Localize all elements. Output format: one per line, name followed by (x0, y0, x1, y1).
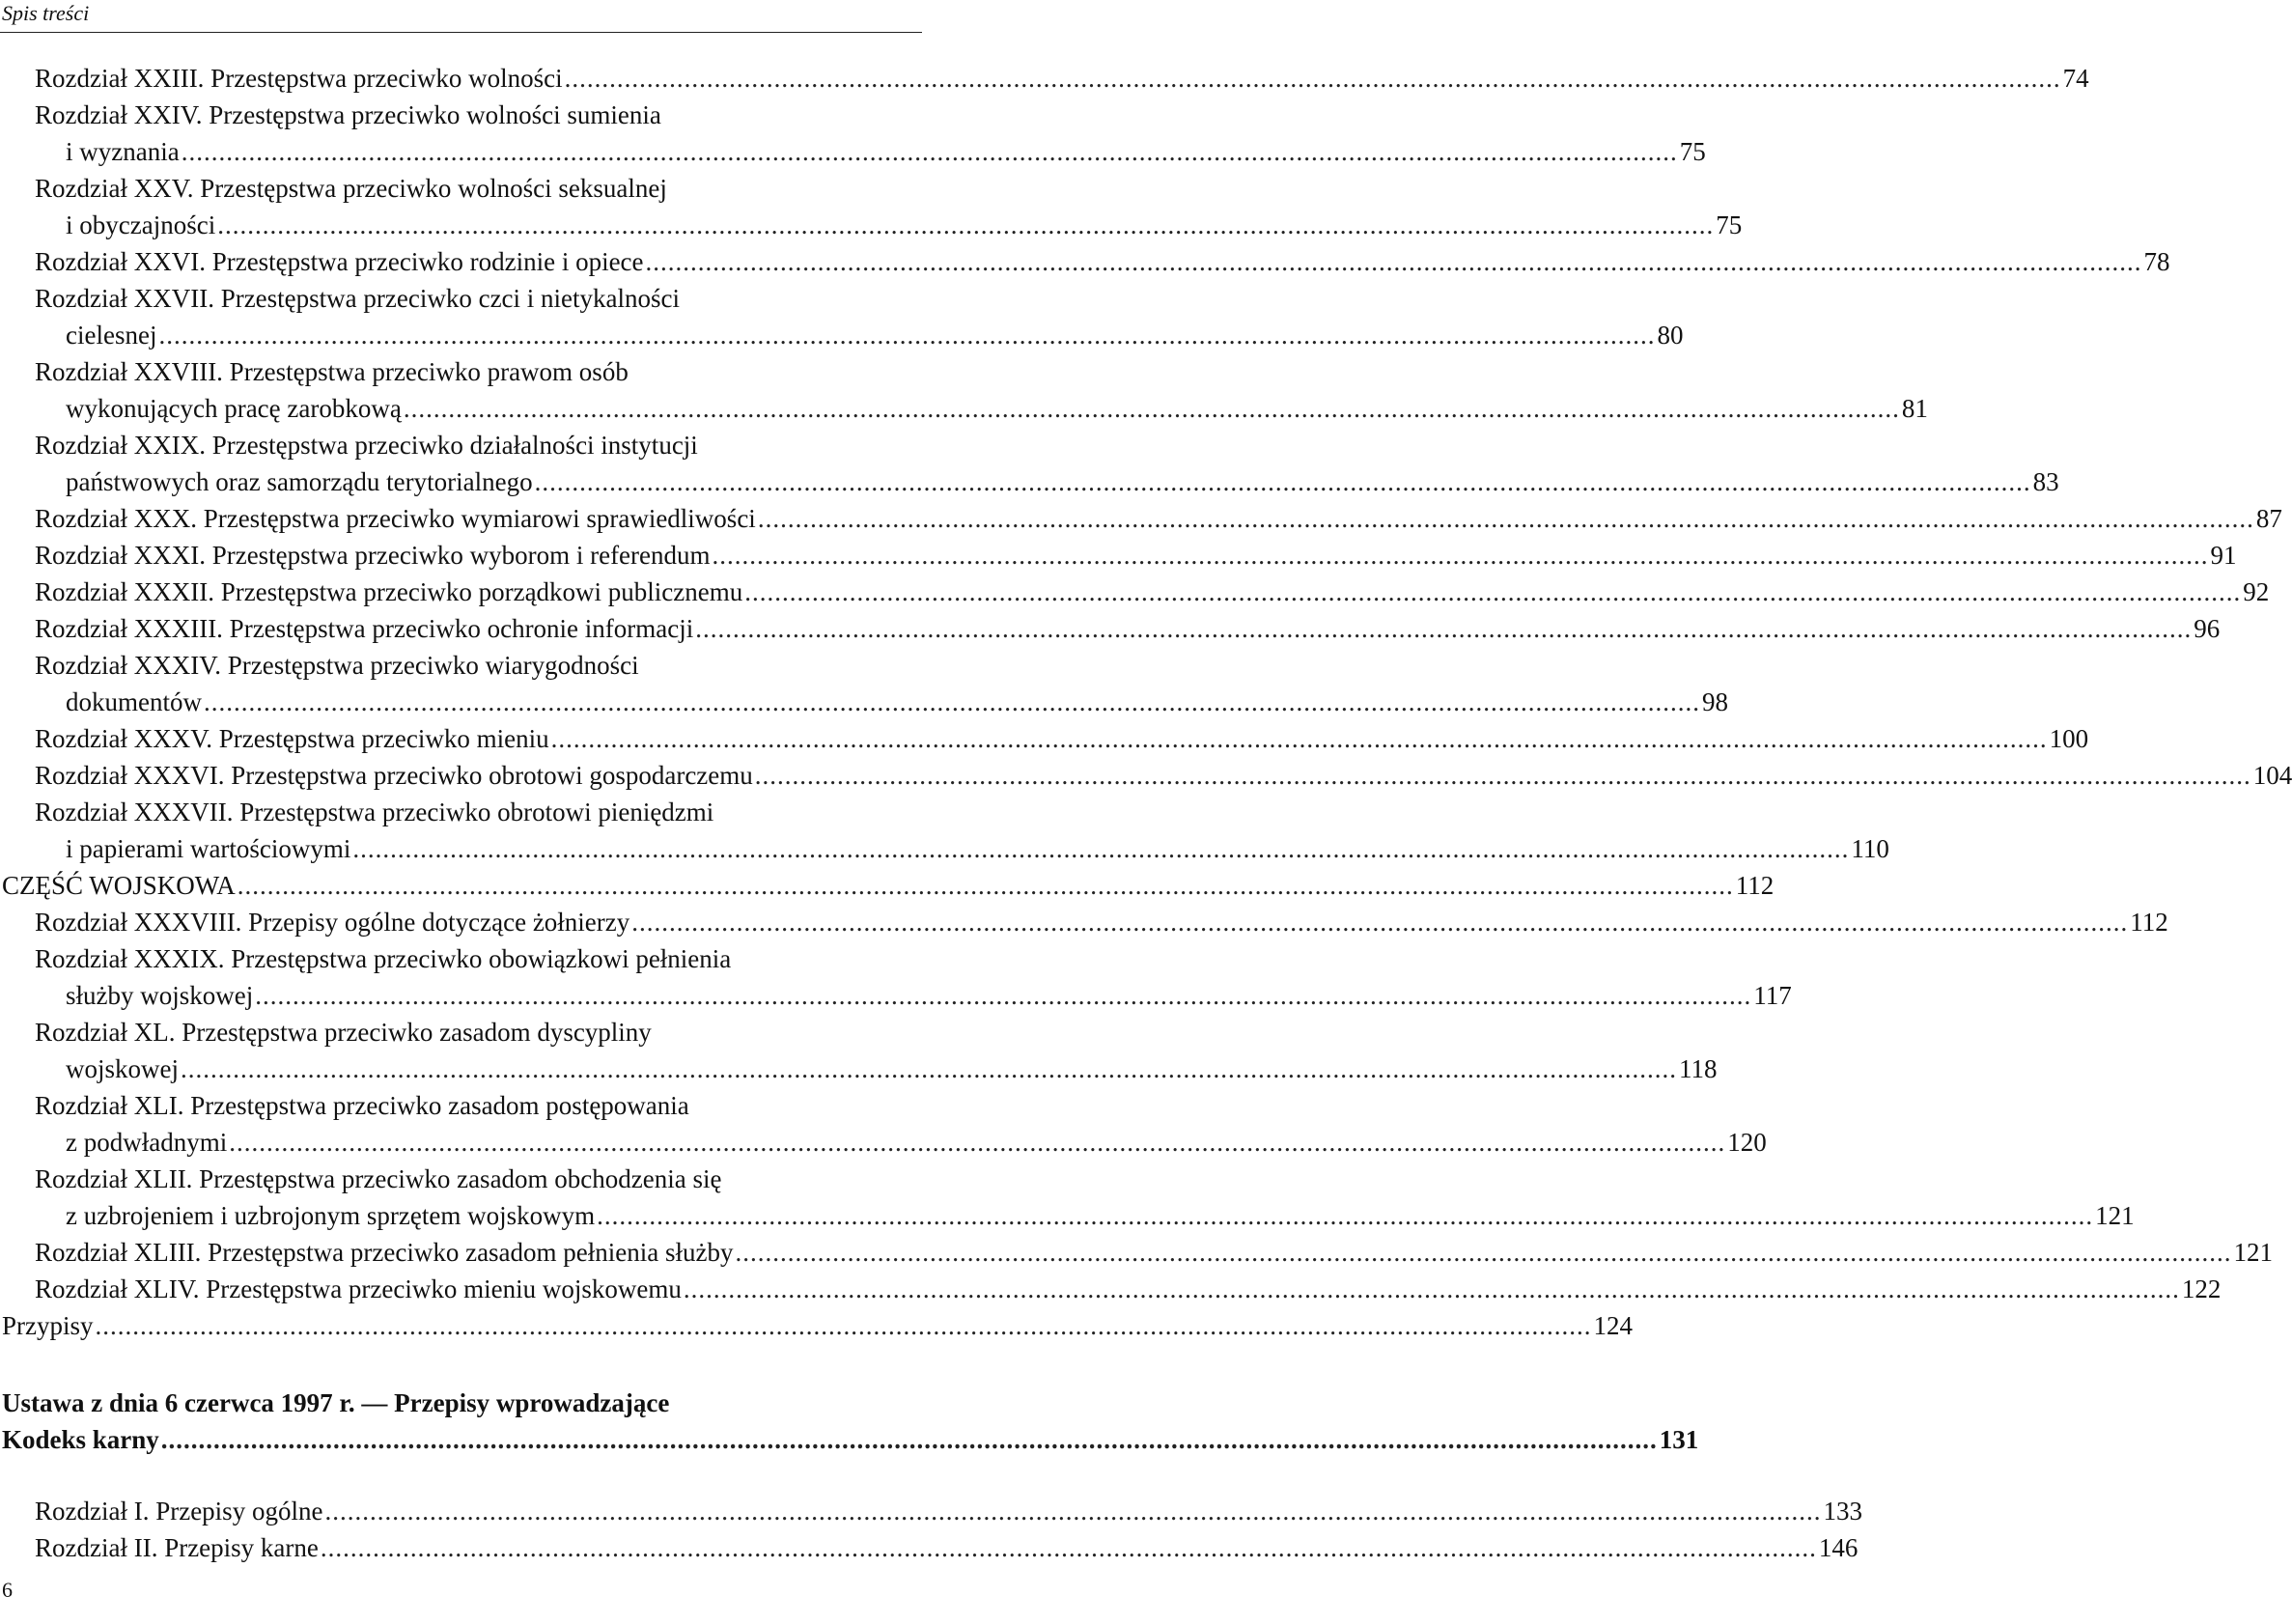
dot-leader: ........................................................................................................................................................................................................ (324, 1497, 1822, 1526)
toc-page-number: 83 (2032, 467, 2059, 496)
toc-entry-text: państwowych oraz samorządu terytorialnego (66, 467, 533, 496)
toc-entry[interactable] (0, 97, 1706, 170)
toc-page-number: 120 (1727, 1128, 1767, 1157)
toc-entry[interactable] (0, 904, 2168, 940)
toc-entry-text: Rozdział XXVII. Przestępstwa przeciwko czci i nietykalności (35, 284, 681, 313)
toc-entry[interactable] (0, 647, 1728, 720)
toc-entry[interactable] (0, 500, 2282, 537)
dot-leader: ........................................................................................................................................................................................................ (564, 64, 2061, 93)
dot-leader: ........................................................................................................................................................................................................ (597, 1201, 2094, 1230)
toc-page-number: 122 (2181, 1274, 2222, 1303)
toc-entry-text: Rozdział XLIII. Przestępstwa przeciwko zasadom pełnienia służby (35, 1238, 734, 1267)
toc-entry[interactable] (0, 757, 2292, 794)
toc-entry-text: Rozdział XXXV. Przestępstwa przeciwko mieniu (35, 724, 549, 753)
toc-page-number: 87 (2255, 504, 2282, 533)
running-head (0, 0, 922, 33)
dot-leader: ........................................................................................................................................................................................................ (158, 321, 1656, 350)
toc-page-number: 104 (2252, 761, 2292, 790)
toc-page-number: 117 (1753, 981, 1792, 1010)
toc-entry-text: wykonujących pracę zarobkową (66, 394, 402, 423)
dot-leader: ........................................................................................................................................................................................................ (229, 1128, 1726, 1157)
toc-entry[interactable] (0, 1087, 1767, 1161)
toc-page-number: 75 (1679, 137, 1706, 166)
toc-page-number: 80 (1657, 321, 1684, 350)
toc-entry-text: Rozdział XXV. Przestępstwa przeciwko wolności seksualnej (35, 174, 667, 203)
toc-entry[interactable] (0, 60, 2089, 97)
toc-entry-text: Rozdział XXXIX. Przestępstwa przeciwko obowiązkowi pełnienia (35, 944, 732, 973)
toc-entry[interactable] (0, 1234, 2273, 1271)
dot-leader: ........................................................................................................................................................................................................ (631, 908, 2129, 937)
toc-entry-text: Ustawa z dnia 6 czerwca 1997 r. — Przepisy wprowadzające (2, 1388, 670, 1417)
toc-entry-text: Kodeks karny (2, 1425, 159, 1454)
toc-entry-text: Rozdział XXXIV. Przestępstwa przeciwko wiarygodności (35, 651, 639, 680)
toc-entry[interactable] (0, 1529, 1859, 1566)
toc-entry-text: Rozdział XXVI. Przestępstwa przeciwko rodzinie i opiece (35, 247, 644, 276)
dot-leader: ........................................................................................................................................................................................................ (534, 467, 2031, 496)
toc-entry-text: i obyczajności (66, 210, 216, 239)
toc-page-number: 121 (2095, 1201, 2135, 1230)
toc-entry-text: cielesnej (66, 321, 157, 350)
toc-entry-text: Rozdział XLI. Przestępstwa przeciwko zasadom postępowania (35, 1091, 689, 1120)
toc-entry-text: Rozdział XXXIII. Przestępstwa przeciwko ochronie informacji (35, 614, 694, 643)
toc-entry[interactable] (0, 170, 1743, 243)
toc-page-number: 92 (2243, 577, 2270, 606)
toc-page-number: 112 (2130, 908, 2168, 937)
dot-leader: ........................................................................................................................................................................................................ (754, 761, 2251, 790)
toc-entry-text: Rozdział XL. Przestępstwa przeciwko zasadom dyscypliny (35, 1018, 652, 1047)
toc-entry-text: Rozdział XXXVIII. Przepisy ogólne dotyczące żołnierzy (35, 908, 630, 937)
running-head-title: Spis treści (2, 1, 90, 25)
toc-page-number: 146 (1818, 1533, 1859, 1562)
toc-page-number: 78 (2143, 247, 2170, 276)
toc-entry[interactable] (0, 537, 2237, 574)
toc-entry-text: Rozdział XXIX. Przestępstwa przeciwko działalności instytucji (35, 431, 698, 460)
toc-entry[interactable] (0, 794, 1889, 867)
dot-leader: ........................................................................................................................................................................................................ (181, 1054, 1677, 1083)
toc-page-number: 81 (1901, 394, 1928, 423)
toc-entry[interactable] (0, 1014, 1718, 1087)
toc-page-number: 121 (2233, 1238, 2273, 1267)
toc-gap (0, 1458, 927, 1493)
toc-entry[interactable] (0, 243, 2170, 280)
toc-entry[interactable] (0, 1271, 2222, 1307)
toc-entry-text: służby wojskowej (66, 981, 254, 1010)
toc-entry-text: z uzbrojeniem i uzbrojonym sprzętem wojskowym (66, 1201, 596, 1230)
table-of-contents (0, 60, 2292, 1566)
dot-leader: ........................................................................................................................................................................................................ (237, 871, 1734, 900)
toc-page-number: 118 (1679, 1054, 1718, 1083)
toc-entry-text: i papierami wartościowymi (66, 834, 351, 863)
toc-entry-text: Rozdział XXXII. Przestępstwa przeciwko porządkowi publicznemu (35, 577, 743, 606)
toc-page-number: 100 (2049, 724, 2089, 753)
toc-page-number: 75 (1716, 210, 1743, 239)
dot-leader: ........................................................................................................................................................................................................ (645, 247, 2142, 276)
toc-page-number: 98 (1702, 687, 1728, 716)
dot-leader: ........................................................................................................................................................................................................ (757, 504, 2254, 533)
toc-entry-text: Rozdział XXIII. Przestępstwa przeciwko wolności (35, 64, 563, 93)
toc-page-number: 133 (1823, 1497, 1862, 1526)
toc-page-number: 131 (1659, 1425, 1699, 1454)
toc-page-number: 91 (2210, 541, 2237, 570)
toc-entry[interactable] (0, 427, 2059, 500)
dot-leader: ........................................................................................................................................................................................................ (550, 724, 2048, 753)
toc-entry[interactable] (0, 1307, 1633, 1344)
toc-entry-text: i wyznania (66, 137, 180, 166)
toc-entry-text: z podwładnymi (66, 1128, 228, 1157)
toc-entry-text: Rozdział II. Przepisy karne (35, 1533, 319, 1562)
toc-entry[interactable] (0, 353, 1928, 427)
toc-gap (0, 1344, 927, 1385)
toc-entry-text: Rozdział XXXI. Przestępstwa przeciwko wyborom i referendum (35, 541, 711, 570)
toc-entry-text: wojskowej (66, 1054, 179, 1083)
toc-page-number: 74 (2062, 64, 2089, 93)
toc-page-number: 110 (1851, 834, 1889, 863)
toc-page-number: 96 (2194, 614, 2221, 643)
dot-leader: ........................................................................................................................................................................................................ (712, 541, 2209, 570)
dot-leader: ........................................................................................................................................................................................................ (735, 1238, 2232, 1267)
toc-entry-text: Rozdział XXX. Przestępstwa przeciwko wymiarowi sprawiedliwości (35, 504, 756, 533)
toc-entry-text: Przypisy (2, 1311, 94, 1340)
toc-entry[interactable] (0, 940, 1792, 1014)
page-number: 6 (2, 1578, 13, 1602)
toc-entry[interactable] (0, 280, 1684, 353)
toc-entry[interactable] (0, 574, 2270, 610)
toc-entry-text: dokumentów (66, 687, 202, 716)
toc-entry-text: Rozdział XXVIII. Przestępstwa przeciwko prawom osób (35, 357, 629, 386)
toc-entry-text: Rozdział XXXVI. Przestępstwa przeciwko obrotowi gospodarczemu (35, 761, 753, 790)
dot-leader: ........................................................................................................................................................................................................ (352, 834, 1850, 863)
toc-entry[interactable] (0, 720, 2089, 757)
dot-leader: ........................................................................................................................................................................................................ (683, 1274, 2180, 1303)
toc-page-number: 124 (1593, 1311, 1633, 1340)
toc-entry-text: Rozdział XLIV. Przestępstwa przeciwko mieniu wojskowemu (35, 1274, 682, 1303)
dot-leader: ........................................................................................................................................................................................................ (320, 1533, 1817, 1562)
dot-leader: ........................................................................................................................................................................................................ (181, 137, 1678, 166)
dot-leader: ........................................................................................................................................................................................................ (160, 1425, 1658, 1454)
toc-page-number: 112 (1735, 871, 1775, 900)
toc-entry[interactable] (0, 610, 2221, 647)
toc-entry[interactable] (0, 1385, 1699, 1458)
toc-entry-text: Rozdział XXIV. Przestępstwa przeciwko wolności sumienia (35, 100, 661, 129)
toc-entry[interactable] (0, 1493, 1862, 1529)
dot-leader: ........................................................................................................................................................................................................ (403, 394, 1900, 423)
toc-entry-text: Rozdział I. Przepisy ogólne (35, 1497, 323, 1526)
dot-leader: ........................................................................................................................................................................................................ (95, 1311, 1592, 1340)
toc-entry-text: Rozdział XXXVII. Przestępstwa przeciwko obrotowi pieniędzmi (35, 798, 714, 826)
dot-leader: ........................................................................................................................................................................................................ (695, 614, 2193, 643)
toc-entry-text: Rozdział XLII. Przestępstwa przeciwko zasadom obchodzenia się (35, 1164, 722, 1193)
toc-entry-text: CZĘŚĆ WOJSKOWA (2, 871, 236, 900)
dot-leader: ........................................................................................................................................................................................................ (204, 687, 1700, 716)
dot-leader: ........................................................................................................................................................................................................ (217, 210, 1715, 239)
dot-leader: ........................................................................................................................................................................................................ (744, 577, 2242, 606)
toc-entry[interactable] (0, 1161, 2135, 1234)
dot-leader: ........................................................................................................................................................................................................ (255, 981, 1752, 1010)
toc-entry[interactable] (0, 867, 1775, 904)
